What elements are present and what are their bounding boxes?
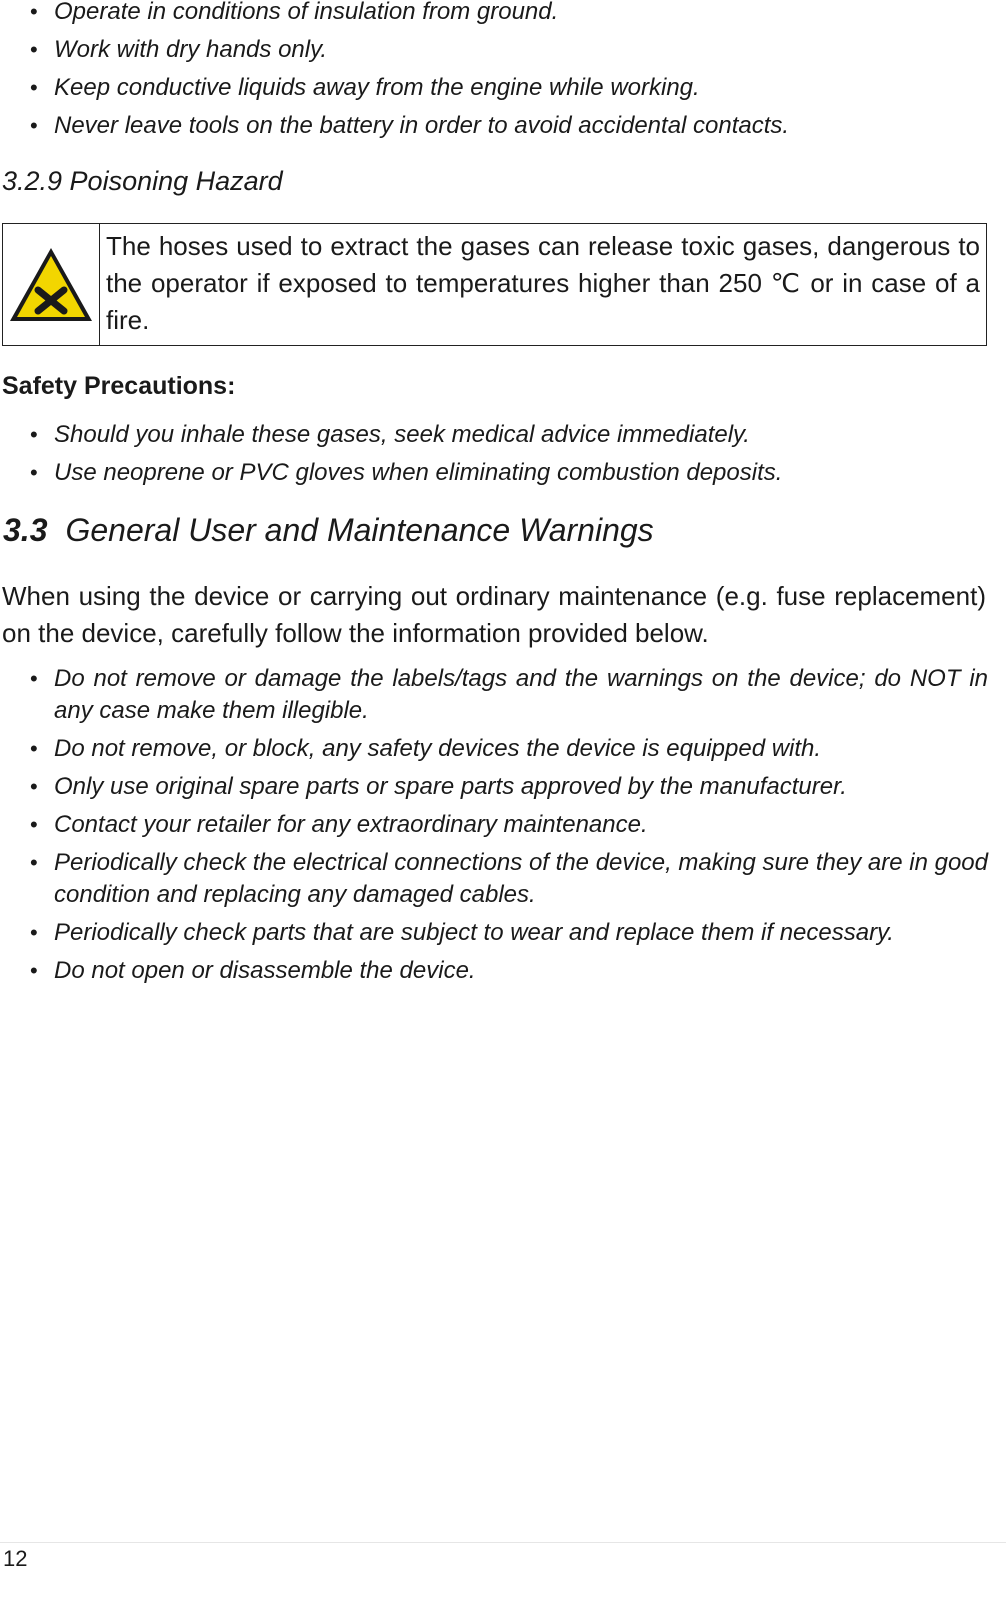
bullet-marker: •: [30, 422, 38, 447]
list-item: [0, 110, 1006, 142]
safety-precautions-list: [0, 419, 1006, 495]
harmful-irritant-warning-icon: [7, 245, 95, 325]
list-item-text: Periodically check parts that are subject to wear and replace them if necessary.: [54, 919, 894, 946]
maintenance-warnings-list: [0, 663, 1006, 993]
footer-divider: [0, 1542, 1006, 1543]
list-item: [0, 809, 1006, 841]
bullet-marker: •: [30, 75, 38, 100]
bullet-marker: •: [30, 113, 38, 138]
list-item: [0, 457, 1006, 489]
bullet-marker: •: [30, 666, 38, 691]
list-item: [0, 917, 1006, 949]
list-item: [0, 663, 1006, 727]
page-number: 12: [3, 1546, 28, 1571]
list-item: [0, 34, 1006, 66]
warning-triangle-fill: [17, 256, 85, 317]
list-item-text: Operate in conditions of insulation from ground.: [54, 0, 559, 25]
bullet-marker: •: [30, 958, 38, 983]
list-item-text: Never leave tools on the battery in order to avoid accidental contacts.: [54, 112, 790, 139]
section-intro-paragraph: When using the device or carrying out ordinary maintenance (e.g. fuse replacement) on the device, carefully follow the information provided below.: [2, 581, 986, 648]
bullet-marker: •: [30, 812, 38, 837]
poisoning-hazard-heading: 3.2.9 Poisoning Hazard: [2, 166, 283, 196]
list-item-text: Periodically check the electrical connections of the device, making sure they are in good condition and replacing any damaged cables.: [54, 849, 988, 908]
list-item-text: Use neoprene or PVC gloves when eliminating combustion deposits.: [54, 459, 783, 486]
list-item-text: Keep conductive liquids away from the engine while working.: [54, 74, 700, 101]
list-item: [0, 771, 1006, 803]
safety-precautions-heading: Safety Precautions:: [2, 372, 236, 400]
electrical-precautions-list: [0, 0, 1006, 148]
list-item-text: Do not remove or damage the labels/tags and the warnings on the device; do NOT in any case make them illegible.: [54, 665, 988, 724]
section-title: General User and Maintenance Warnings: [65, 512, 654, 548]
list-item: [0, 0, 1006, 28]
section-heading: [3, 512, 654, 549]
bullet-marker: •: [30, 37, 38, 62]
bullet-marker: •: [30, 920, 38, 945]
list-item-text: Should you inhale these gases, seek medical advice immediately.: [54, 421, 750, 448]
bullet-marker: •: [30, 460, 38, 485]
list-item-text: Contact your retailer for any extraordinary maintenance.: [54, 811, 648, 838]
bullet-marker: •: [30, 736, 38, 761]
section-number: 3.3: [3, 512, 48, 548]
bullet-marker: •: [30, 774, 38, 799]
bullet-marker: •: [30, 0, 38, 24]
bullet-marker: •: [30, 850, 38, 875]
list-item: [0, 955, 1006, 987]
warning-text: The hoses used to extract the gases can release toxic gases, dangerous to the operator if exposed to temperatures higher than 250 ℃ or in case of a fire.: [106, 231, 980, 335]
poisoning-warning-box: [2, 223, 987, 346]
list-item-text: Only use original spare parts or spare parts approved by the manufacturer.: [54, 773, 847, 800]
list-item: [0, 847, 1006, 911]
list-item-text: Do not open or disassemble the device.: [54, 957, 476, 984]
list-item-text: Work with dry hands only.: [54, 36, 327, 63]
list-item: [0, 72, 1006, 104]
list-item: [0, 733, 1006, 765]
list-item-text: Do not remove, or block, any safety devices the device is equipped with.: [54, 735, 822, 762]
warning-icon-cell: [3, 224, 100, 345]
list-item: [0, 419, 1006, 451]
